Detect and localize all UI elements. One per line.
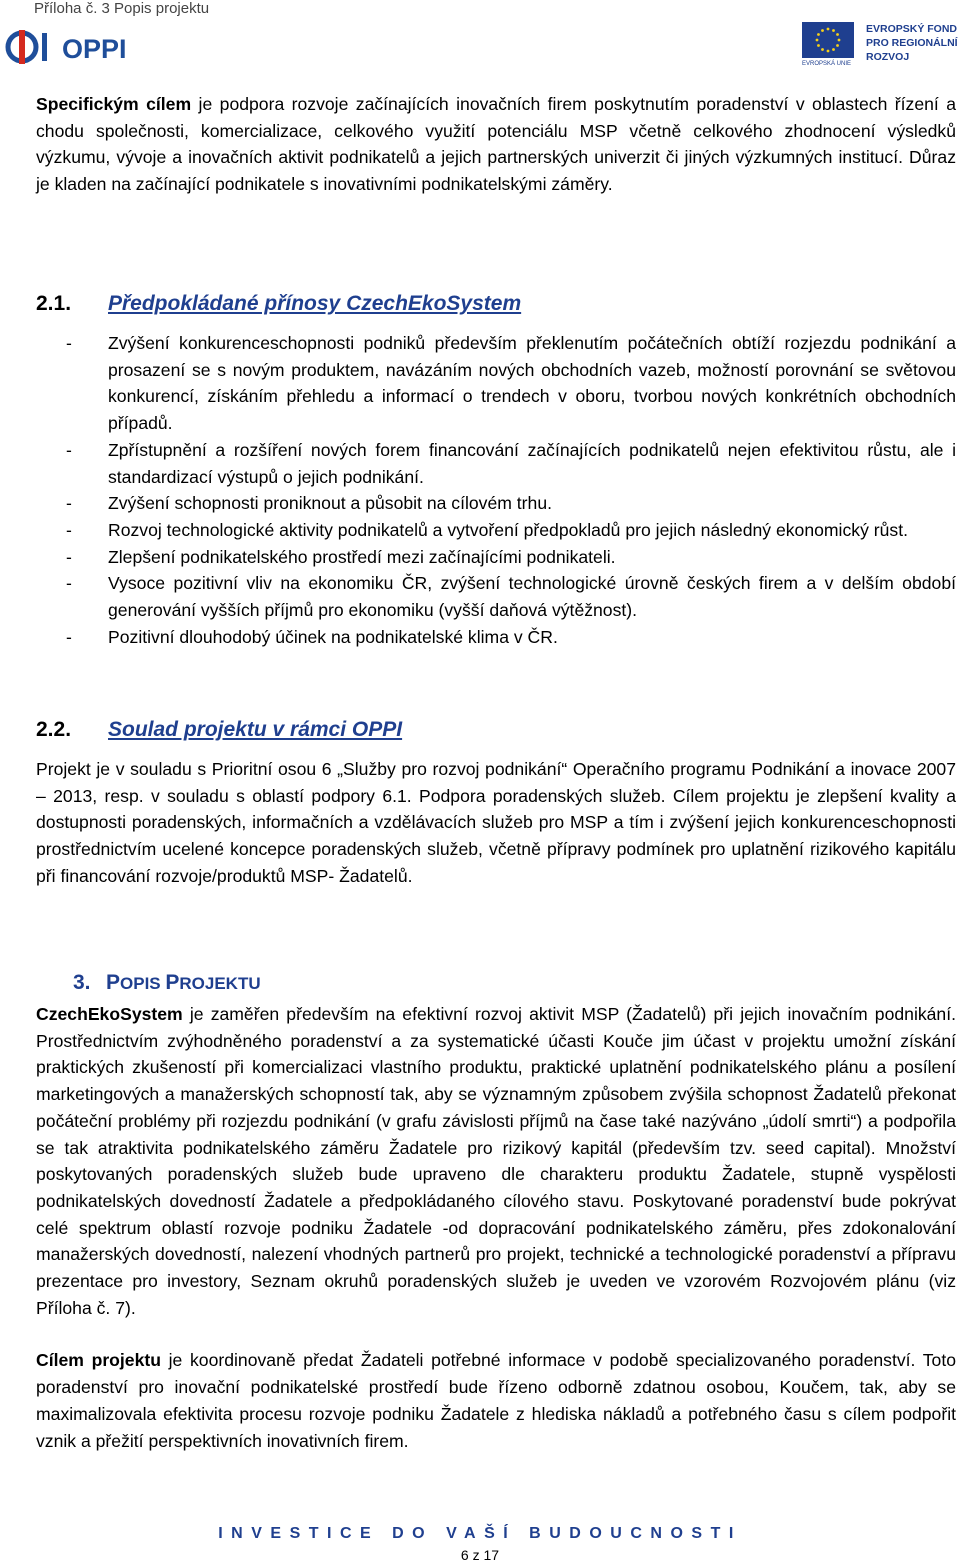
eu-line-3: ROZVOJ (866, 51, 910, 63)
header-label: Příloha č. 3 Popis projektu (34, 0, 210, 17)
section-2-1-heading (36, 292, 521, 316)
list-item: - Vysoce pozitivní vliv na ekonomiku ČR, zvýšení technologické úrovně českých firem a v delším období generování vyšších příjmů pro ekonomiku (vyšší daňová výtěžnost). (66, 573, 956, 621)
eu-star-icon (816, 39, 819, 42)
eu-star-icon (827, 50, 830, 53)
eu-star-icon (836, 44, 839, 47)
list-item: - Zvýšení schopnosti proniknout a působit na cílovém trhu. (66, 493, 552, 514)
eu-star-icon (817, 33, 820, 36)
eu-star-icon (821, 48, 824, 51)
eu-star-icon (832, 48, 835, 51)
section-2-2-heading (36, 718, 402, 742)
intro-section (36, 91, 956, 198)
section-3-body (36, 1001, 956, 1454)
list-item: - Rozvoj technologické aktivity podnikatelů a vytvoření předpokladů pro jejich následný ekonomický růst. (66, 519, 908, 540)
section-2-2-number: 2.2. (36, 718, 72, 741)
eu-line-1: EVROPSKÝ FOND (866, 23, 958, 35)
intro-text: je podpora rozvoje začínajících inovačních firem poskytnutím poradenství v oblastech řízení a chodu společnosti, komercializace, celkového využití potenciálu MSP včetně celkového zhodnocení výsledků výzkumu, vývoje a inovačních aktivit podnikatelů a jejich partnerských univerzit či jiných výzkumných institucí. Důraz je kladen na začínající podnikatele s inovativními podnikatelskými záměry. (36, 94, 956, 195)
eu-star-icon (832, 29, 835, 32)
eu-star-icon (821, 29, 824, 32)
eu-caption: EVROPSKÁ UNIE (802, 61, 852, 66)
oppi-logo-text: OPPI (62, 34, 127, 64)
footer-motto: INVESTICE DO VAŠÍ BUDOUCNOSTI (218, 1525, 742, 1542)
section-3-paragraph-1: CzechEkoSystem je zaměřen především na efektivní rozvoj aktivit MSP (Žadatelů) při jejich inovačním podnikání. Prostřednictvím zvýhodněného poradenství a za systematické účasti Kouče jim účast v projektu umožní získání praktických zkušeností při komercializaci vlastního produktu, praktické uplatnění podnikatelského plánu a posílení marketingových a manažerských schopností tak, aby se významným způsobem zvýšila schopnost Žadatelů překonat počáteční problémy při rozjezdu podnikání (v grafu závislosti příjmů na čase také nazýváno „údolí smrti“) a podpořila se tak atraktivita podnikatelského záměru Žadatele pro rizikový kapitál (především tzv. seed capital). Množství poskytovaných poradenských služeb bude upraveno dle charakteru produktu Žadatele, stupně vyspělosti podnikatelských dovedností Žadatele a předpokládaného cílového stavu. Poskytované poradenství bude pokrývat celé spektrum oblastí rozvoje podniku Žadatele -od dopracování podnikatelského záměru, přes zdokonalování manažerských dovedností, nalezení vhodných partnerů pro projekt, technické a technologické poradenství a přípravu prezentace pro investory, Seznam okruhů poradenských služeb je uveden ve vzorovém Rozvojovém plánu (viz Příloha č. 7). (36, 1004, 956, 1318)
section-3-number: 3. (73, 971, 91, 994)
section-2-2-title: Soulad projektu v rámci OPPI (108, 718, 403, 741)
eu-star-icon (827, 28, 830, 31)
eu-star-icon (838, 39, 841, 42)
list-item: - Zvýšení konkurenceschopnosti podniků především překlenutím počátečních obtíží rozjezdu podnikání a prosazení se s novým produktem, navázáním nových obchodních vazeb, možností porovnání se světovou konkurencí, získáním přehledu a informací o trendech v oboru, tvorbou nových konkrétních obchodních případů. (66, 333, 956, 434)
section-2-1-bullets (66, 330, 956, 650)
section-2-1-number: 2.1. (36, 292, 72, 315)
eu-star-icon (836, 33, 839, 36)
oppi-logo (4, 24, 174, 70)
list-item: - Pozitivní dlouhodobý účinek na podnikatelské klima v ČR. (66, 626, 558, 647)
page-number: 6 z 17 (460, 1547, 500, 1563)
eu-logo (800, 20, 960, 66)
section-2-1-title: Předpokládané přínosy CzechEkoSystem (108, 292, 522, 315)
section-2-2-paragraph: Projekt je v souladu s Prioritní osou 6 „Služby pro rozvoj podnikání“ Operačního programu Podnikání a inovace 2007 – 2013, resp. v souladu s oblastí podpory 6.1. Podpora poradenských služeb. Cílem projektu je zlepšení kvality a dostupnosti poradenských, informačních a vzdělávacích služeb pro MSP a tím i zvýšení jejich konkurenceschopnosti prostřednictvím ucelené koncepce poradenských služeb, včetně přípravy podmínek pro uplatnění rizikového kapitálu při financování rozvoje/produktů MSP- Žadatelů. (36, 759, 956, 886)
intro-paragraph (36, 91, 956, 198)
eu-flag-icon (802, 22, 854, 58)
intro-bold-lead: Specifickým cílem (36, 94, 192, 114)
list-item: - Zlepšení podnikatelského prostředí mezi začínajícími podnikateli. (66, 546, 616, 567)
list-item: - Zpřístupnění a rozšíření nových forem financování začínajících podnikatelů nejen efektivitou růstu, ale i standardizací výstupů o jejich podnikání. (66, 439, 956, 487)
section-2-2-body (36, 756, 956, 890)
section-3-paragraph-2: Cílem projektu je koordinovaně předat Žadateli potřebné informace v podobě specializovaného poradenství. Toto poradenství pro inovační podnikatelské prostředí bude řízeno odborně zdatnou osobou, Koučem, tak, aby se maximalizovala efektivita procesu rozvoje podniku Žadatele z hlediska nákladů a potřebného času s cílem podpořit vznik a přežití perspektivních inovativních firem. (36, 1350, 957, 1451)
eu-star-icon (817, 44, 820, 47)
section-3-heading: 3. POPIS PROJEKTU (73, 971, 261, 994)
eu-line-2: PRO REGIONÁLNÍ (866, 37, 958, 49)
